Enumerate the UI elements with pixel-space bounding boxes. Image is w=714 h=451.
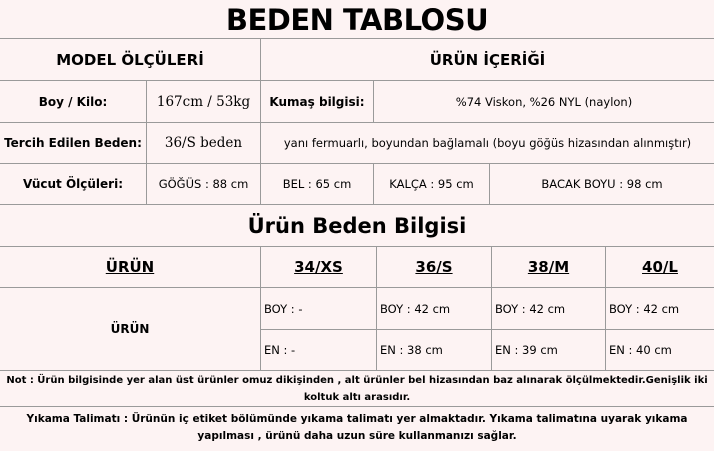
divider [0,370,714,371]
size-header-34-xs: 34/XS [294,258,343,276]
length-40-l: BOY : 42 cm [609,301,680,316]
page-title: BEDEN TABLOSU [225,3,489,37]
product-detail: yanı fermuarlı, boyundan bağlamalı (boyu göğüs hizasından alınmıştır) [283,136,692,150]
product-content-header: ÜRÜN İÇERİĞİ [429,50,546,69]
product-row-label: ÜRÜN [110,322,150,336]
size-header-36-s: 36/S [415,258,453,276]
length-38-m: BOY : 42 cm [495,301,566,316]
width-34-xs: EN : - [264,343,296,357]
size-info-title: Ürün Beden Bilgisi [247,213,467,238]
waist-measurement: BEL : 65 cm [282,177,352,191]
preferred-size-value: 36/S beden [164,135,243,151]
fabric-value: %74 Viskon, %26 NYL (naylon) [455,94,633,109]
height-weight-value: 167cm / 53kg [156,93,251,110]
measurement-note: Not : Ürün bilgisinde yer alan üst ürünler omuz dikişinden , alt ürünler bel hizasından baz alınarak ölçülmektedir.Genişlik iki koltuk altı arasıdır. [6,375,708,403]
leg-length-measurement: BACAK BOYU : 98 cm [541,177,663,191]
chest-measurement: GÖĞÜS : 88 cm [158,177,249,191]
preferred-size-label: Tercih Edilen Beden: [4,136,142,150]
width-36-s: EN : 38 cm [380,343,443,357]
height-weight-label: Boy / Kilo: [38,94,108,109]
body-measurements-label: Vücut Ölçüleri: [22,177,124,191]
divider [0,406,714,407]
model-measurements-header: MODEL ÖLÇÜLERİ [56,50,204,69]
length-34-xs: BOY : - [264,301,303,316]
washing-instructions: Yıkama Talimatı : Ürünün iç etiket bölümünde yıkama talimatı yer almaktadır. Yıkama talimatına uyarak yıkama yapılması , ürünü daha uzun süre kullanmanızı sağlar. [26,413,688,442]
product-column-header: ÜRÜN [105,258,155,276]
fabric-label: Kumaş bilgisi: [269,94,365,109]
size-header-38-m: 38/M [527,258,570,276]
width-40-l: EN : 40 cm [609,343,672,357]
length-36-s: BOY : 42 cm [380,301,451,316]
size-header-40-l: 40/L [642,258,678,276]
hip-measurement: KALÇA : 95 cm [389,177,474,191]
width-38-m: EN : 39 cm [495,343,558,357]
